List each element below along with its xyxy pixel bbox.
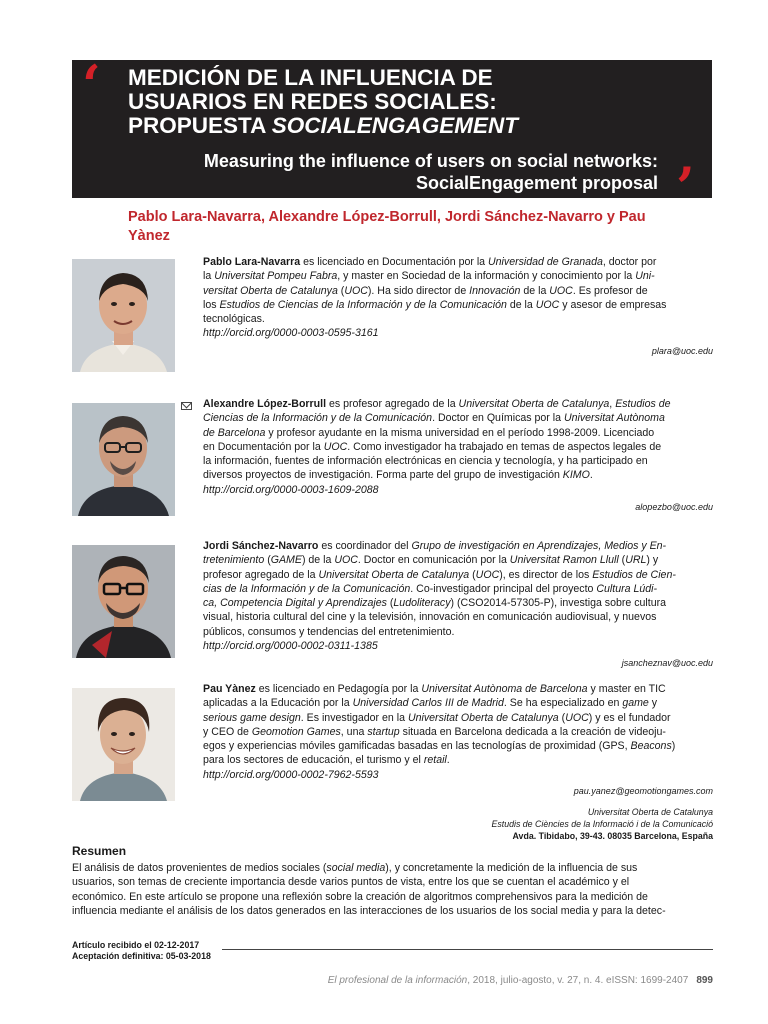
bio-text: Ciencias de la Información y de la Comunicación xyxy=(203,412,433,425)
bio-text: públicos, consumos y tendencias del entretenimiento. xyxy=(203,625,455,638)
bio-line xyxy=(203,753,713,767)
bio-text: Cultura Lúdi- xyxy=(596,582,658,595)
author-photo-lopez xyxy=(72,403,175,516)
page-number: 899 xyxy=(696,975,713,986)
bio-text: tecnológicas. xyxy=(203,313,265,326)
abstract-line xyxy=(72,875,713,889)
abstract-text: usuarios, son temas de creciente importancia desde varios puntos de vista, entre los que se cuentan el académico y el xyxy=(72,876,630,889)
bio-line xyxy=(203,440,713,454)
bio-text: en Documentación por la xyxy=(203,440,324,453)
bio-line xyxy=(203,454,713,468)
bio-text: Estudios de Cien- xyxy=(592,568,676,581)
bio-text: la información, fuentes de información electrónicas en ciencia y tecnología, y ha participado en xyxy=(203,455,648,468)
bio-text: ) y xyxy=(646,554,659,567)
bio-text: startup xyxy=(367,725,400,738)
bio-text: Universitat Oberta de Catalunya xyxy=(458,398,610,410)
bio-text: UOC xyxy=(323,440,348,453)
bio-text: UOC xyxy=(475,568,500,581)
abstract-text xyxy=(72,861,713,918)
bio-text: es coordinador del xyxy=(318,540,412,552)
bio-text: UOC xyxy=(549,284,573,297)
bio-text: ) xyxy=(671,740,676,753)
bio-text: es profesor agregado de la xyxy=(326,398,459,410)
bio-text: Universitat Ramon Llull xyxy=(509,554,619,567)
date-accepted: Aceptación definitiva: 05-03-2018 xyxy=(72,951,211,961)
email-yanez[interactable]: pau.yanez@geomotiongames.com xyxy=(573,786,713,796)
bio-lara xyxy=(203,255,713,341)
bio-line xyxy=(203,255,713,269)
author-photo-lara xyxy=(72,259,175,372)
bio-line xyxy=(203,682,713,696)
journal-name: El profesional de la información xyxy=(327,975,468,986)
bio-text: Uni- xyxy=(635,270,655,283)
bio-text: y asesor de empresas xyxy=(559,298,667,311)
bio-line xyxy=(203,326,713,340)
bio-line xyxy=(203,284,713,298)
bio-text: ) y es el fundador xyxy=(588,711,671,724)
bio-text: . Como investigador ha trabajado en temas de aspectos legales de xyxy=(347,440,662,453)
bio-line xyxy=(203,696,713,710)
title-en-line: SocialEngagement proposal xyxy=(415,173,658,193)
bio-yanez xyxy=(203,682,713,782)
bio-line xyxy=(203,483,713,497)
abstract-text: social media xyxy=(326,862,386,874)
abstract-line xyxy=(72,904,713,918)
bio-text: Geomotion Games xyxy=(251,725,341,738)
bio-sanchez xyxy=(203,539,713,653)
bio-line xyxy=(203,426,713,440)
article-title-en xyxy=(120,150,658,194)
abstract-text: influencia mediante el análisis de los datos generados en las interacciones de los usuarios de los social media y para la detec- xyxy=(72,904,666,917)
abstract-text: ), y concretamente la medición de la influencia de sus xyxy=(385,862,638,874)
bio-text: Pablo Lara-Navarra xyxy=(203,256,301,268)
bio-text: . Es investigador en la xyxy=(300,711,408,724)
author-line: Yànez xyxy=(128,228,170,244)
bio-text: versitat Oberta de Catalunya xyxy=(203,284,338,297)
bio-text: ( xyxy=(469,568,476,581)
bio-line xyxy=(203,568,713,582)
date-received: Artículo recibido el 02-12-2017 xyxy=(72,940,200,950)
title-es-plain: PROPUESTA xyxy=(128,113,272,138)
bio-text: de Barcelona xyxy=(203,426,266,439)
bio-text: UOC xyxy=(334,554,358,567)
footer-rule xyxy=(222,949,713,950)
bio-line xyxy=(203,468,713,482)
bio-line xyxy=(203,582,713,596)
bio-text: . xyxy=(446,754,450,767)
bio-text: http://orcid.org/0000-0002-7962-5593 xyxy=(203,768,379,781)
bio-text: UOC xyxy=(535,298,560,311)
bio-lopez xyxy=(203,397,713,497)
bio-text: y profesor ayudante en la misma universidad en el período 1998-2009. Licenciado xyxy=(265,426,655,439)
bio-text: Universidad de Granada xyxy=(488,256,603,268)
bio-text: diversos proyectos de investigación. Forma parte del grupo de investigación xyxy=(203,469,563,482)
bio-text: la xyxy=(203,270,215,283)
bio-text: Universitat Autònoma de Barcelona xyxy=(421,683,588,695)
bio-text: para los sectores de educación, el turismo y el xyxy=(203,754,424,767)
bio-text: y xyxy=(648,697,658,710)
bio-text: Ludoliteracy xyxy=(393,597,451,610)
bio-text: Universitat Autònoma xyxy=(563,412,665,425)
bio-text: ( xyxy=(558,711,566,724)
bio-text: , una xyxy=(340,725,368,738)
bio-text: situada en Barcelona dedicada a la creación de videoju- xyxy=(399,725,666,738)
journal-footer xyxy=(300,975,713,986)
bio-text: de la xyxy=(520,284,550,297)
bio-text: . Doctor en comunicación por la xyxy=(357,554,510,567)
bio-line xyxy=(203,312,713,326)
bio-text: Estudios de Ciencias de la Información y de la Comunicación xyxy=(219,298,507,311)
bio-text: aplicadas a la Educación por la xyxy=(203,697,353,710)
bio-text: URL xyxy=(625,554,647,567)
bio-text: , y master en Sociedad de la información y conocimiento por la xyxy=(337,270,636,283)
affiliation-address: Avda. Tibidabo, 39-43. 08035 Barcelona, España xyxy=(512,831,713,841)
bio-text: . Doctor en Químicas por la xyxy=(432,412,564,425)
bio-text: Grupo de investigación en Aprendizajes, Medios y En- xyxy=(411,540,667,552)
bio-text: KIMO xyxy=(562,469,590,482)
affiliation-university: Universitat Oberta de Catalunya xyxy=(587,807,713,817)
article-dates xyxy=(72,940,211,962)
bio-text: ca, Competencia Digital y Aprendizajes xyxy=(203,597,387,610)
bio-text: profesor agregado de la xyxy=(203,568,319,581)
bio-text: Estudios de xyxy=(615,398,671,410)
bio-text: cias de la Información y de la Comunicación xyxy=(203,582,411,595)
bio-text: retail xyxy=(423,754,447,767)
bio-text: serious game design xyxy=(203,711,301,724)
bio-text: . Se ha especializado en xyxy=(503,697,623,710)
bio-text: es licenciado en Pedagogía por la xyxy=(255,683,422,695)
bio-line xyxy=(203,739,713,753)
article-title-es xyxy=(128,66,698,138)
title-en-line: Measuring the influence of users on social networks: xyxy=(203,151,658,171)
bio-text: Universidad Carlos III de Madrid xyxy=(352,697,504,710)
bio-text: http://orcid.org/0000-0003-1609-2088 xyxy=(203,483,379,496)
abstract-line xyxy=(72,861,713,875)
abstract-heading: Resumen xyxy=(72,844,127,858)
bio-text: , xyxy=(609,398,616,410)
bio-line xyxy=(203,298,713,312)
affiliation xyxy=(380,806,713,842)
bio-text: ( xyxy=(264,554,271,567)
bio-text: Pau Yànez xyxy=(203,683,256,695)
bio-text: Alexandre López-Borrull xyxy=(203,398,327,410)
bio-line xyxy=(203,639,713,653)
author-list xyxy=(128,208,688,246)
bio-text: . Co-investigador principal del proyecto xyxy=(410,582,597,595)
bio-text: GAME xyxy=(270,554,302,567)
email-lara[interactable]: plara@uoc.edu xyxy=(651,346,713,356)
title-es-italic: SOCIALENGAGEMENT xyxy=(271,113,519,138)
envelope-icon xyxy=(181,402,192,410)
bio-text: game xyxy=(622,697,649,710)
bio-text: http://orcid.org/0000-0003-0595-3161 xyxy=(203,327,379,340)
open-quote-mark: ‘ xyxy=(82,53,101,117)
bio-line xyxy=(203,539,713,553)
bio-text: , doctor por xyxy=(602,256,657,268)
bio-line xyxy=(203,596,713,610)
bio-text: ( xyxy=(386,597,394,610)
author-photo-yanez xyxy=(72,688,175,801)
bio-text: y master en TIC xyxy=(587,683,666,695)
bio-text: UOC xyxy=(565,711,589,724)
bio-text: tretenimiento xyxy=(203,554,265,567)
journal-citation: , 2018, julio-agosto, v. 27, n. 4. eISSN: 1699-2407 xyxy=(467,975,689,986)
title-es-line: MEDICIÓN DE LA INFLUENCIA DE xyxy=(128,65,493,90)
bio-text: es licenciado en Documentación por la xyxy=(300,256,489,268)
bio-text: ) (CSO2014-57305-P), investiga sobre cultura xyxy=(450,597,667,610)
bio-text: de la xyxy=(506,298,536,311)
bio-text: UOC xyxy=(344,284,368,297)
bio-line xyxy=(203,610,713,624)
abstract-text: El análisis de datos provenientes de medios sociales ( xyxy=(72,862,327,874)
affiliation-department: Estudis de Ciències de la Informació i de la Comunicació xyxy=(491,819,713,829)
bio-line xyxy=(203,411,713,425)
abstract-text: económico. En este artículo se propone una reflexión sobre la creación de algoritmos comprehensivos para la medición de xyxy=(72,890,648,903)
bio-text: ( xyxy=(337,284,345,297)
bio-text: http://orcid.org/0000-0002-0311-1385 xyxy=(203,640,378,653)
bio-text: ). Ha sido director de xyxy=(367,284,470,297)
email-sanchez[interactable]: jsancheznav@uoc.edu xyxy=(621,658,713,668)
bio-text: Jordi Sánchez-Navarro xyxy=(203,540,319,552)
close-quote-mark: ’ xyxy=(676,155,695,219)
bio-line xyxy=(203,625,713,639)
author-line: Pablo Lara-Navarra, Alexandre López-Borrull, Jordi Sánchez-Navarro y Pau xyxy=(128,209,646,225)
bio-text: egos y experiencias móviles gamificadas basadas en las tecnologías de proximidad (GPS, xyxy=(203,740,631,753)
bio-line xyxy=(203,397,713,411)
bio-text: Beacons xyxy=(630,740,672,753)
bio-text: Universitat Pompeu Fabra xyxy=(214,270,338,283)
bio-text: ) de la xyxy=(301,554,335,567)
bio-text: y CEO de xyxy=(203,725,252,738)
bio-line xyxy=(203,711,713,725)
bio-text: ), es director de los xyxy=(499,568,593,581)
bio-text: Universitat Oberta de Catalunya xyxy=(318,568,470,581)
bio-text: . xyxy=(589,469,593,482)
title-es-line xyxy=(128,114,698,138)
bio-line xyxy=(203,768,713,782)
bio-text: Innovación xyxy=(469,284,521,297)
bio-line xyxy=(203,725,713,739)
bio-line xyxy=(203,269,713,283)
bio-text: Universitat Oberta de Catalunya xyxy=(407,711,559,724)
abstract-line xyxy=(72,890,713,904)
bio-text: ( xyxy=(618,554,626,567)
bio-text: . Es profesor de xyxy=(572,284,648,297)
email-lopez[interactable]: alopezbo@uoc.edu xyxy=(635,502,713,512)
bio-text: los xyxy=(203,298,220,311)
bio-line xyxy=(203,553,713,567)
bio-text: visual, historia cultural del cine y la televisión, innovación en comunicación audiovisual, y nuevos xyxy=(203,611,657,624)
author-photo-sanchez xyxy=(72,545,175,658)
title-es-line: USUARIOS EN REDES SOCIALES: xyxy=(128,89,497,114)
